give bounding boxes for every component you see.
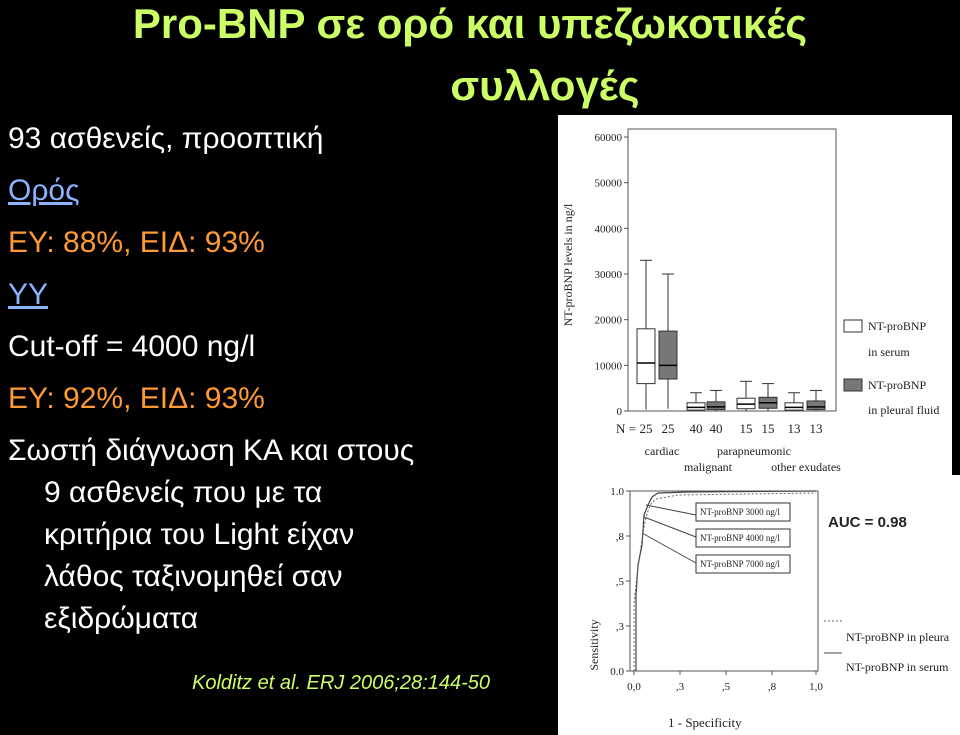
diagnosis-line-4: λάθος ταξινομηθεί σαν [44,560,343,593]
roc-ytick-label: 1.0 [610,486,624,498]
pleural-fluid-heading: ΥΥ [8,278,49,311]
boxplot-box [659,331,677,379]
legend-pleural-swatch [844,379,862,391]
cutoff-text: Cut-off = 4000 ng/l [8,330,256,363]
boxplot-n-label: N = [616,421,636,436]
legend-serum-label-2: in serum [868,345,910,359]
roc-xlabel: 1 - Specificity [668,715,742,730]
diagnosis-line-1: Σωστή διάγνωση ΚΑ και στους [8,434,415,467]
serum-stats: ΕΥ: 88%, ΕΙΔ: 93% [8,226,265,259]
boxplot-box [687,403,705,410]
boxplot-n-value: 13 [809,421,823,436]
roc-figure [558,475,960,735]
boxplot-group-other: other exudates [771,460,841,474]
roc-legend-pleura: NT-proBNP in pleura [846,630,950,644]
roc-ytick-label: ,3 [615,621,624,633]
diagnosis-line-5: εξιδρώματα [44,602,199,635]
boxplot-group-malignant: malignant [684,460,732,474]
roc-xtick-label: ,5 [721,681,731,693]
roc-pointer-7000 [642,533,696,563]
boxplot-figure [558,115,952,475]
auc-label: AUC = 0.98 [828,514,907,531]
diagnosis-line-3: κριτήρια του Light είχαν [44,518,355,551]
serum-heading: Ορός [8,174,80,207]
roc-pointer-3000 [646,505,696,515]
roc-ytick-label: ,5 [615,576,624,588]
boxplot-group-cardiac: cardiac [644,444,680,458]
boxplot-n-value: 40 [709,421,723,436]
boxplot-ytick-label: 20000 [594,314,622,327]
boxplot-n-value: 15 [739,421,753,436]
roc-legend-serum: NT-proBNP in serum [846,660,949,674]
boxplot-ytick-label: 50000 [594,177,622,190]
slide-title-line1: Pro-BNP σε ορό και υπεζωκοτικές [132,0,808,47]
citation: Kolditz et al. ERJ 2006;28:144-50 [192,672,490,694]
boxplot-ytick-label: 60000 [594,132,622,144]
roc-ytick-label: ,8 [615,531,624,543]
boxplot-group-parapneumonic: parapneumonic [717,444,791,458]
boxplot-n-value: 15 [761,421,775,436]
roc-ylabel: Sensitivity [587,619,601,671]
boxplot-box [785,403,803,410]
boxplot-n-value: 25 [639,421,653,436]
roc-xtick-label: 0,0 [627,681,641,693]
boxplot-ytick-label: 40000 [594,223,622,236]
pleural-fluid-stats: ΕΥ: 92%, ΕΙΔ: 93% [8,382,265,415]
roc-pointer-4000 [644,517,696,537]
patients-text: 93 ασθενείς, προοπτική [8,122,324,155]
boxplot-box [807,401,825,410]
diagnosis-line-2: 9 ασθενείς που με τα [44,476,323,509]
boxplot-ytick-label: 10000 [594,360,622,373]
legend-serum-label-1: NT-proBNP [868,319,927,333]
roc-annot-3000: NT-proBNP 3000 ng/l [700,507,780,517]
slide-title-line2: συλλογές [450,62,640,109]
boxplot-n-value: 13 [787,421,801,436]
boxplot-n-value: 40 [689,421,703,436]
boxplot-ytick-label: 30000 [594,269,622,281]
legend-pleural-label-1: NT-proBNP [868,378,927,392]
legend-serum-swatch [844,320,862,332]
roc-xtick-label: ,8 [767,681,777,693]
roc-xtick-label: ,3 [675,681,685,693]
boxplot-n-value: 25 [661,421,675,436]
roc-ytick-label: 0.0 [610,666,624,678]
boxplot-box [707,402,725,410]
roc-annot-4000: NT-proBNP 4000 ng/l [700,533,780,543]
roc-xtick-label: 1,0 [809,681,823,693]
boxplot-ylabel: NT-proBNP levels in ng/l [561,203,575,327]
boxplot-ytick-label: 0 [616,406,622,418]
boxplot-box [637,329,655,384]
roc-annot-7000: NT-proBNP 7000 ng/l [700,559,780,569]
legend-pleural-label-2: in pleural fluid [868,403,940,417]
